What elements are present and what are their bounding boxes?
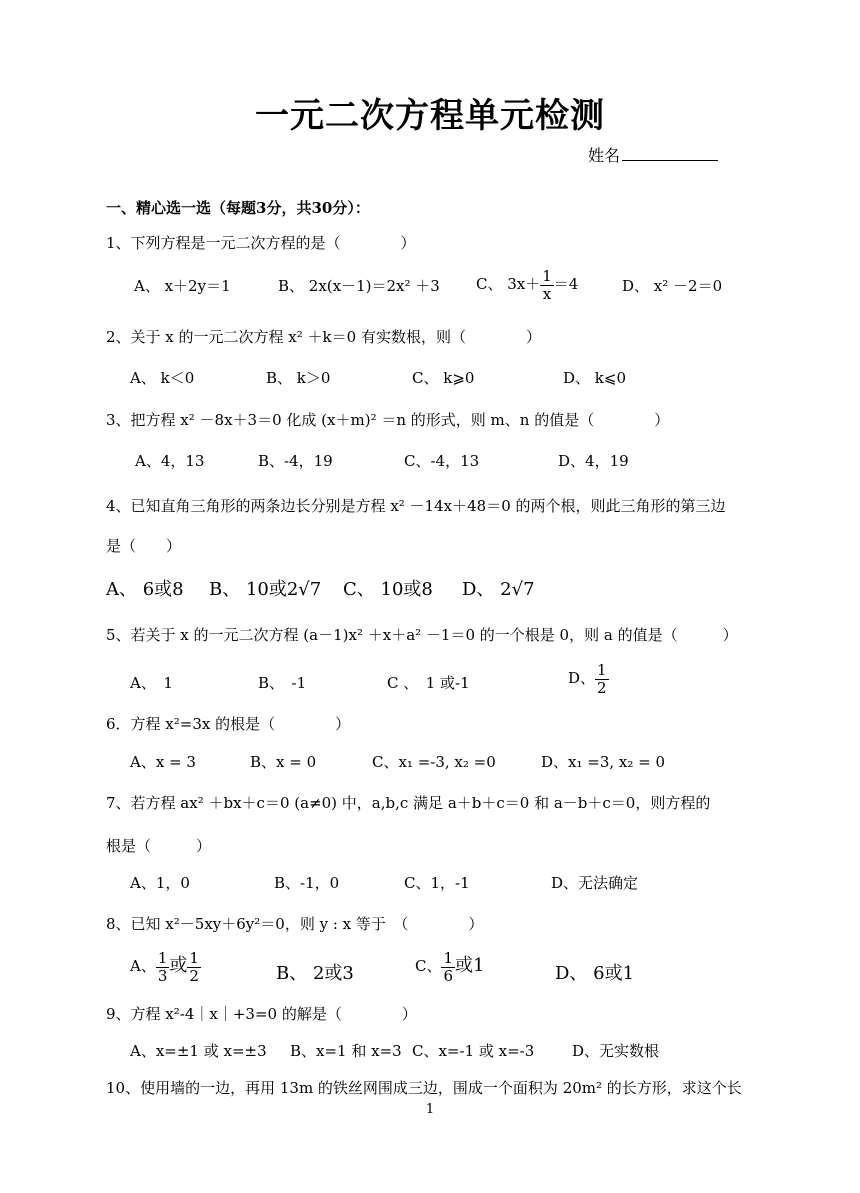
- fraction-numerator: 1: [189, 949, 199, 967]
- question-3-option-d: D、4，19: [558, 452, 629, 470]
- question-9-option-a: A、x=±1 或 x=±3: [130, 1042, 267, 1060]
- fraction-denominator: x: [542, 284, 552, 303]
- question-1-option-c: [476, 268, 578, 302]
- question-1-stem: 1、下列方程是一元二次方程的是（ ）: [106, 234, 416, 252]
- question-1-option-b: B、 2x(x－1)＝2x² ＋3: [278, 277, 440, 295]
- question-7-option-a: A、1，0: [130, 874, 190, 892]
- question-5-option-d-prefix: D、: [568, 669, 596, 687]
- question-3-option-b: B、-4，19: [258, 452, 333, 470]
- question-6-option-a: A、x = 3: [130, 753, 196, 771]
- question-7-option-c: C、1，-1: [404, 874, 470, 892]
- page-number: 1: [425, 1102, 435, 1117]
- question-4-option-d: D、 2√7: [462, 579, 535, 600]
- question-9-option-c: C、x=-1 或 x=-3: [412, 1042, 535, 1060]
- question-1-option-c-prefix: C、 3x＋: [476, 275, 541, 293]
- question-9-option-d: D、无实数根: [572, 1042, 660, 1060]
- question-2-stem: 2、关于 x 的一元二次方程 x² ＋k＝0 有实数根，则（ ）: [106, 328, 541, 346]
- question-7-stem-line-2: 根是（ ）: [106, 837, 212, 855]
- question-10-stem: 10、使用墙的一边，再用 13m 的铁丝网围成三边，围成一个面积为 20m² 的长方形，求这个长: [106, 1079, 742, 1097]
- question-7-stem-line-1: 7、若方程 ax² ＋bx＋c＝0 (a≠0) 中，a,b,c 满足 a＋b＋c＝0 和 a－b＋c＝0，则方程的: [106, 794, 711, 812]
- question-3-option-c: C、-4，13: [404, 452, 480, 470]
- question-5-option-b: B、 -1: [258, 674, 307, 692]
- question-5-option-d: [568, 662, 609, 696]
- fraction-denominator: 2: [189, 966, 199, 985]
- question-8-option-a: [130, 950, 201, 984]
- question-6-stem: 6．方程 x²=3x 的根是（ ）: [106, 715, 351, 733]
- page-title: 一元二次方程单元检测: [255, 96, 605, 136]
- name-field: [588, 143, 718, 166]
- question-8-option-c-prefix: C、: [415, 957, 442, 975]
- question-2-option-b: B、 k＞0: [266, 369, 331, 387]
- question-4-option-a: A、 6或8: [106, 579, 184, 600]
- question-4-option-b: B、 10或2√7: [209, 579, 322, 600]
- fraction-numerator: 1: [157, 949, 168, 967]
- fraction-numerator: 1: [542, 267, 552, 285]
- question-8-stem: 8、已知 x²－5xy＋6y²＝0，则 y : x 等于 （ ）: [106, 915, 484, 933]
- question-8-option-a-prefix: A、: [130, 957, 156, 975]
- name-label: 姓名: [588, 146, 621, 165]
- fraction-denominator: 6: [443, 966, 454, 985]
- fraction-numerator: 1: [597, 661, 607, 679]
- question-1-option-c-suffix: ＝4: [553, 275, 579, 293]
- question-5-option-a: A、 1: [130, 674, 173, 692]
- section-heading: 一、精心选一选（每题3分，共30分）：: [106, 199, 370, 217]
- question-6-option-d: D、x₁ =3, x₂ = 0: [541, 753, 666, 771]
- question-8-option-b: B、 2或3: [276, 963, 354, 984]
- question-8-option-c-suffix: 或1: [455, 955, 485, 976]
- fraction-denominator: 2: [597, 678, 607, 697]
- question-2-option-c: C、 k⩾0: [412, 369, 475, 387]
- question-5-option-d-fraction: [595, 662, 609, 696]
- question-3-stem: 3、把方程 x² －8x＋3＝0 化成 (x＋m)² ＝n 的形式，则 m、n 的值是（ ）: [106, 411, 670, 429]
- question-6-option-b: B、x = 0: [250, 753, 317, 771]
- question-4-stem-line-1: 4、已知直角三角形的两条边长分别是方程 x² －14x＋48＝0 的两个根，则此三角形的第三边: [106, 497, 726, 515]
- question-9-stem: 9、方程 x²-4｜x｜+3=0 的解是（ ）: [106, 1005, 417, 1023]
- question-7-option-b: B、-1，0: [274, 874, 340, 892]
- question-8-option-c-fraction: [441, 950, 455, 984]
- name-blank-line: [622, 146, 718, 161]
- question-8-option-a-or: 或: [169, 955, 188, 976]
- question-3-option-a: A、4，13: [135, 452, 205, 470]
- question-2-option-d: D、 k⩽0: [563, 369, 626, 387]
- question-8-option-a-fraction-2: [187, 950, 201, 984]
- question-9-option-b: B、x=1 和 x=3: [290, 1042, 402, 1060]
- question-2-option-a: A、 k＜0: [130, 369, 195, 387]
- question-1-option-a: A、 x＋2y＝1: [134, 277, 231, 295]
- question-4-stem-line-2: 是（ ）: [106, 537, 182, 555]
- question-1-option-d: D、 x² －2＝0: [622, 277, 723, 295]
- fraction-denominator: 3: [157, 966, 168, 985]
- fraction-numerator: 1: [443, 949, 454, 967]
- question-7-option-d: D、无法确定: [551, 874, 639, 892]
- question-8-option-d: D、 6或1: [555, 963, 635, 984]
- question-4-option-c: C、 10或8: [343, 579, 433, 600]
- question-1-option-c-fraction: [540, 268, 554, 302]
- question-8-option-c: [415, 950, 484, 984]
- question-5-option-c: C 、 1 或-1: [387, 674, 470, 692]
- question-6-option-c: C、x₁ =-3, x₂ =0: [372, 753, 496, 771]
- question-5-stem: 5、若关于 x 的一元二次方程 (a－1)x² ＋x＋a² －1＝0 的一个根是 0，则 a 的值是（ ）: [106, 626, 738, 644]
- question-8-option-a-fraction-1: [156, 950, 170, 984]
